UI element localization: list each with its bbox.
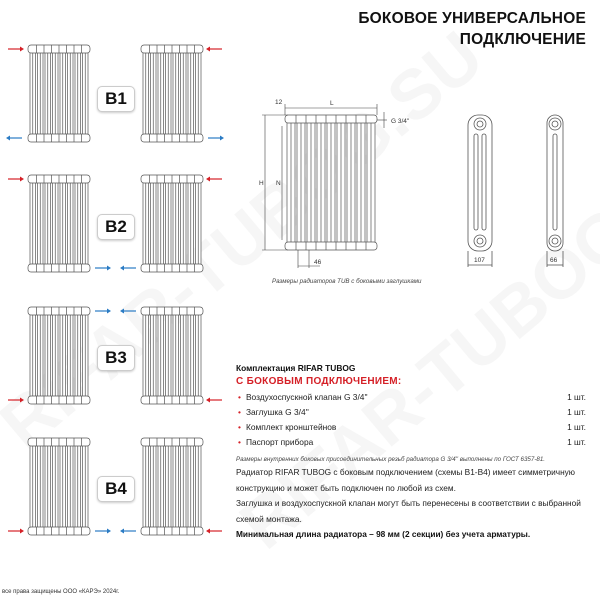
dim-thread: G 3/4'' (391, 118, 410, 125)
kit-subheading: С БОКОВЫМ ПОДКЛЮЧЕНИЕМ: (236, 376, 402, 387)
radiator-icon (141, 45, 203, 142)
supply-arrow-icon (8, 398, 24, 403)
kit-item-qty: 1 шт. (567, 437, 586, 447)
description-p2: Заглушка и воздухоспускной клапан могут быть перенесены в соответствии с выбранной схемой монтажа. (236, 498, 581, 524)
return-arrow-icon (120, 529, 136, 534)
return-arrow-icon (120, 309, 136, 314)
dimension-drawing (250, 90, 600, 280)
title-line-1: БОКОВОЕ УНИВЕРСАЛЬНОЕ (358, 10, 586, 27)
supply-arrow-icon (8, 529, 24, 534)
radiator-icon (285, 115, 377, 250)
kit-item-qty: 1 шт. (567, 422, 586, 432)
kit-item-qty: 1 шт. (567, 407, 586, 417)
bullet-icon: • (238, 392, 241, 402)
kit-item-name: Заглушка G 3/4'' (245, 407, 309, 417)
dim-pitch: 46 (314, 259, 322, 266)
copyright-footer: все права защищены ООО «КАРЭ» 2024г. (2, 589, 120, 595)
scheme-label-b4: B4 (97, 476, 135, 502)
kit-item (236, 392, 586, 402)
title-line-2: ПОДКЛЮЧЕНИЕ (459, 31, 586, 48)
radiator-front-view (285, 115, 377, 250)
radiator-icon (141, 438, 203, 535)
dim-depth-side: 66 (550, 257, 558, 264)
kit-item-name: Паспорт прибора (245, 437, 314, 447)
radiator-icon (28, 438, 90, 535)
scheme-label-b3: B3 (97, 345, 135, 371)
kit-heading: Комплектация RIFAR TUBOG (236, 363, 356, 373)
kit-item-name: Комплект кронштейнов (245, 422, 337, 432)
supply-arrow-icon (8, 177, 24, 182)
radiator-icon (28, 175, 90, 272)
dim-length: L (330, 100, 334, 107)
kit-item-qty: 1 шт. (567, 392, 586, 402)
kit-item-name: Воздухоспускной клапан G 3/4'' (245, 392, 368, 402)
return-arrow-icon (95, 529, 111, 534)
kit-item (236, 422, 586, 432)
kit-section (236, 363, 586, 463)
description-p1: Радиатор RIFAR TUBOG с боковым подключением (схемы B1-B4) имеет симметричную конструкцию и может быть подключен по любой из схем. (236, 467, 576, 493)
radiator-section-front (468, 115, 492, 267)
dim-depth-front: 107 (474, 257, 485, 264)
radiator-icon (141, 175, 203, 272)
radiator-icon (141, 307, 203, 404)
bullet-icon: • (238, 407, 241, 417)
kit-item (236, 437, 586, 447)
description-p3: Минимальная длина радиатора – 98 мм (2 секции) без учета арматуры. (236, 529, 531, 539)
kit-note: Размеры внутренних боковых присоединительных резьб радиатора G 3/4'' выполнены по ГОСТ 6357-81. (236, 456, 545, 463)
scheme-label-b1: B1 (97, 86, 135, 112)
radiator-section-side (547, 115, 563, 267)
bullet-icon: • (238, 422, 241, 432)
radiator-icon (28, 45, 90, 142)
return-arrow-icon (95, 266, 111, 271)
supply-arrow-icon (206, 398, 222, 403)
dim-top-offset: 12 (275, 99, 283, 106)
supply-arrow-icon (206, 529, 222, 534)
return-arrow-icon (6, 136, 22, 141)
bullet-icon: • (238, 437, 241, 447)
radiator-icon (28, 307, 90, 404)
kit-item (236, 407, 586, 417)
return-arrow-icon (120, 266, 136, 271)
supply-arrow-icon (8, 47, 24, 52)
description (236, 465, 586, 543)
supply-arrow-icon (206, 47, 222, 52)
return-arrow-icon (208, 136, 224, 141)
dim-height: H (259, 180, 264, 187)
return-arrow-icon (95, 309, 111, 314)
scheme-label-b2: B2 (97, 214, 135, 240)
dim-axis: N (276, 180, 281, 187)
drawing-caption: Размеры радиаторов TUB с боковыми заглушками (272, 278, 422, 285)
supply-arrow-icon (206, 177, 222, 182)
page-title (358, 8, 586, 50)
